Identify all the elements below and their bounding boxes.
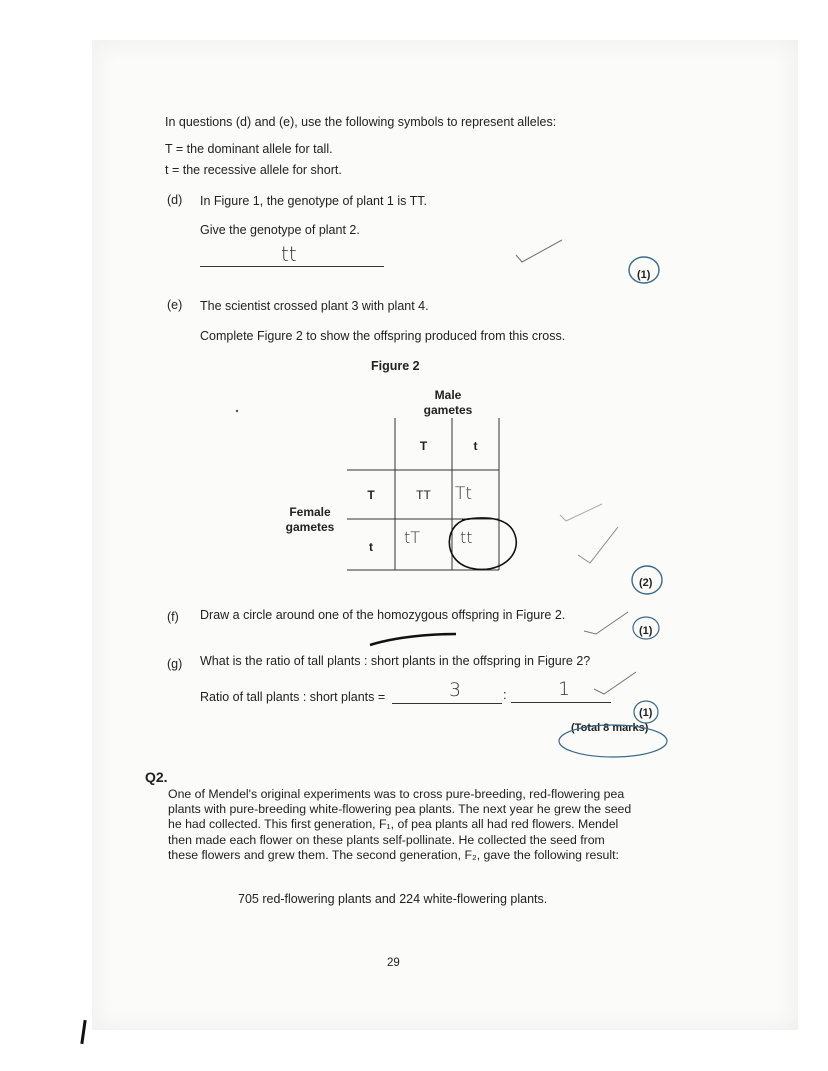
tick-mark-icon: [594, 672, 636, 694]
intro-lead: In questions (d) and (e), use the following symbols to represent alleles:: [165, 115, 557, 129]
qg-label: (g): [167, 657, 183, 671]
stray-dot: [236, 410, 238, 412]
qe-text: The scientist crossed plant 3 with plant 4.: [200, 299, 429, 313]
cell-tt-handwritten: tt: [460, 528, 473, 547]
qe-prompt: Complete Figure 2 to show the offspring produced from this cross.: [200, 329, 566, 343]
page-number: 29: [387, 957, 400, 969]
tick-mark-icon: [578, 527, 618, 563]
marks-circle-drawing: [632, 566, 662, 594]
cell-tT-handwritten: tT: [404, 528, 421, 547]
marks-circle-drawing: [629, 257, 659, 283]
tick-mark-icon: [560, 504, 602, 521]
qg-tall-answer: 3: [449, 679, 462, 701]
qd-handwritten-answer: tt: [281, 242, 297, 266]
homozygous-circle-drawing: [449, 518, 516, 569]
qd-prompt: Give the genotype of plant 2.: [200, 223, 360, 237]
intro-recessive: t = the recessive allele for short.: [165, 163, 342, 177]
total-marks: (Total 8 marks): [571, 722, 649, 734]
marks-circle-drawing: [634, 701, 658, 723]
q2-result: 705 red-flowering plants and 224 white-flowering plants.: [238, 892, 548, 906]
cell-TT: TT: [416, 488, 431, 502]
female-gametes-label: Female gametes: [285, 505, 335, 534]
qf-marks: (1): [639, 625, 653, 637]
female-gamete-T: T: [367, 488, 375, 502]
qd-marks: (1): [637, 269, 651, 281]
pen-stroke-drawing: [370, 634, 456, 645]
qf-label: (f): [167, 610, 179, 624]
marks-circle-drawing: [633, 617, 659, 639]
tick-mark-icon: [584, 612, 628, 634]
female-gamete-t: t: [369, 540, 373, 554]
q2-paragraph: One of Mendel's original experiments was to cross pure-breeding, red-flowering pea plants with pure-breeding white-flowering pea plants. The next year he grew the seed he had collected. This first generation, F₁, of pea plants all had red flowers. Mendel then made each flower on these plants self-pollinate. He collected the seed from these flowers and grew them. The second generation, F₂, gave the following result:: [168, 787, 632, 862]
figure-2-title: Figure 2: [371, 359, 420, 373]
qg-short-answer: 1: [558, 678, 571, 700]
qg-marks: (1): [639, 707, 653, 719]
q2-number: Q2.: [145, 769, 168, 785]
punnett-grid: [347, 418, 499, 570]
male-gamete-T: T: [419, 439, 428, 453]
male-gamete-t: t: [473, 439, 478, 453]
cell-Tt-handwritten: Tt: [455, 484, 473, 504]
qg-colon: :: [503, 687, 507, 702]
qd-label: (d): [167, 193, 183, 207]
qg-ratio-label: Ratio of tall plants : short plants =: [200, 690, 386, 704]
qe-marks: (2): [639, 577, 653, 589]
qe-label: (e): [167, 298, 183, 312]
intro-dominant: T = the dominant allele for tall.: [165, 142, 333, 156]
qg-text: What is the ratio of tall plants : short plants in the offspring in Figure 2?: [200, 654, 591, 668]
tick-mark-icon: [516, 240, 562, 262]
qf-text: Draw a circle around one of the homozygous offspring in Figure 2.: [200, 608, 566, 622]
male-gametes-label: Male gametes: [423, 388, 473, 417]
qd-text: In Figure 1, the genotype of plant 1 is TT.: [200, 194, 427, 208]
total-circle-drawing: [559, 725, 667, 757]
